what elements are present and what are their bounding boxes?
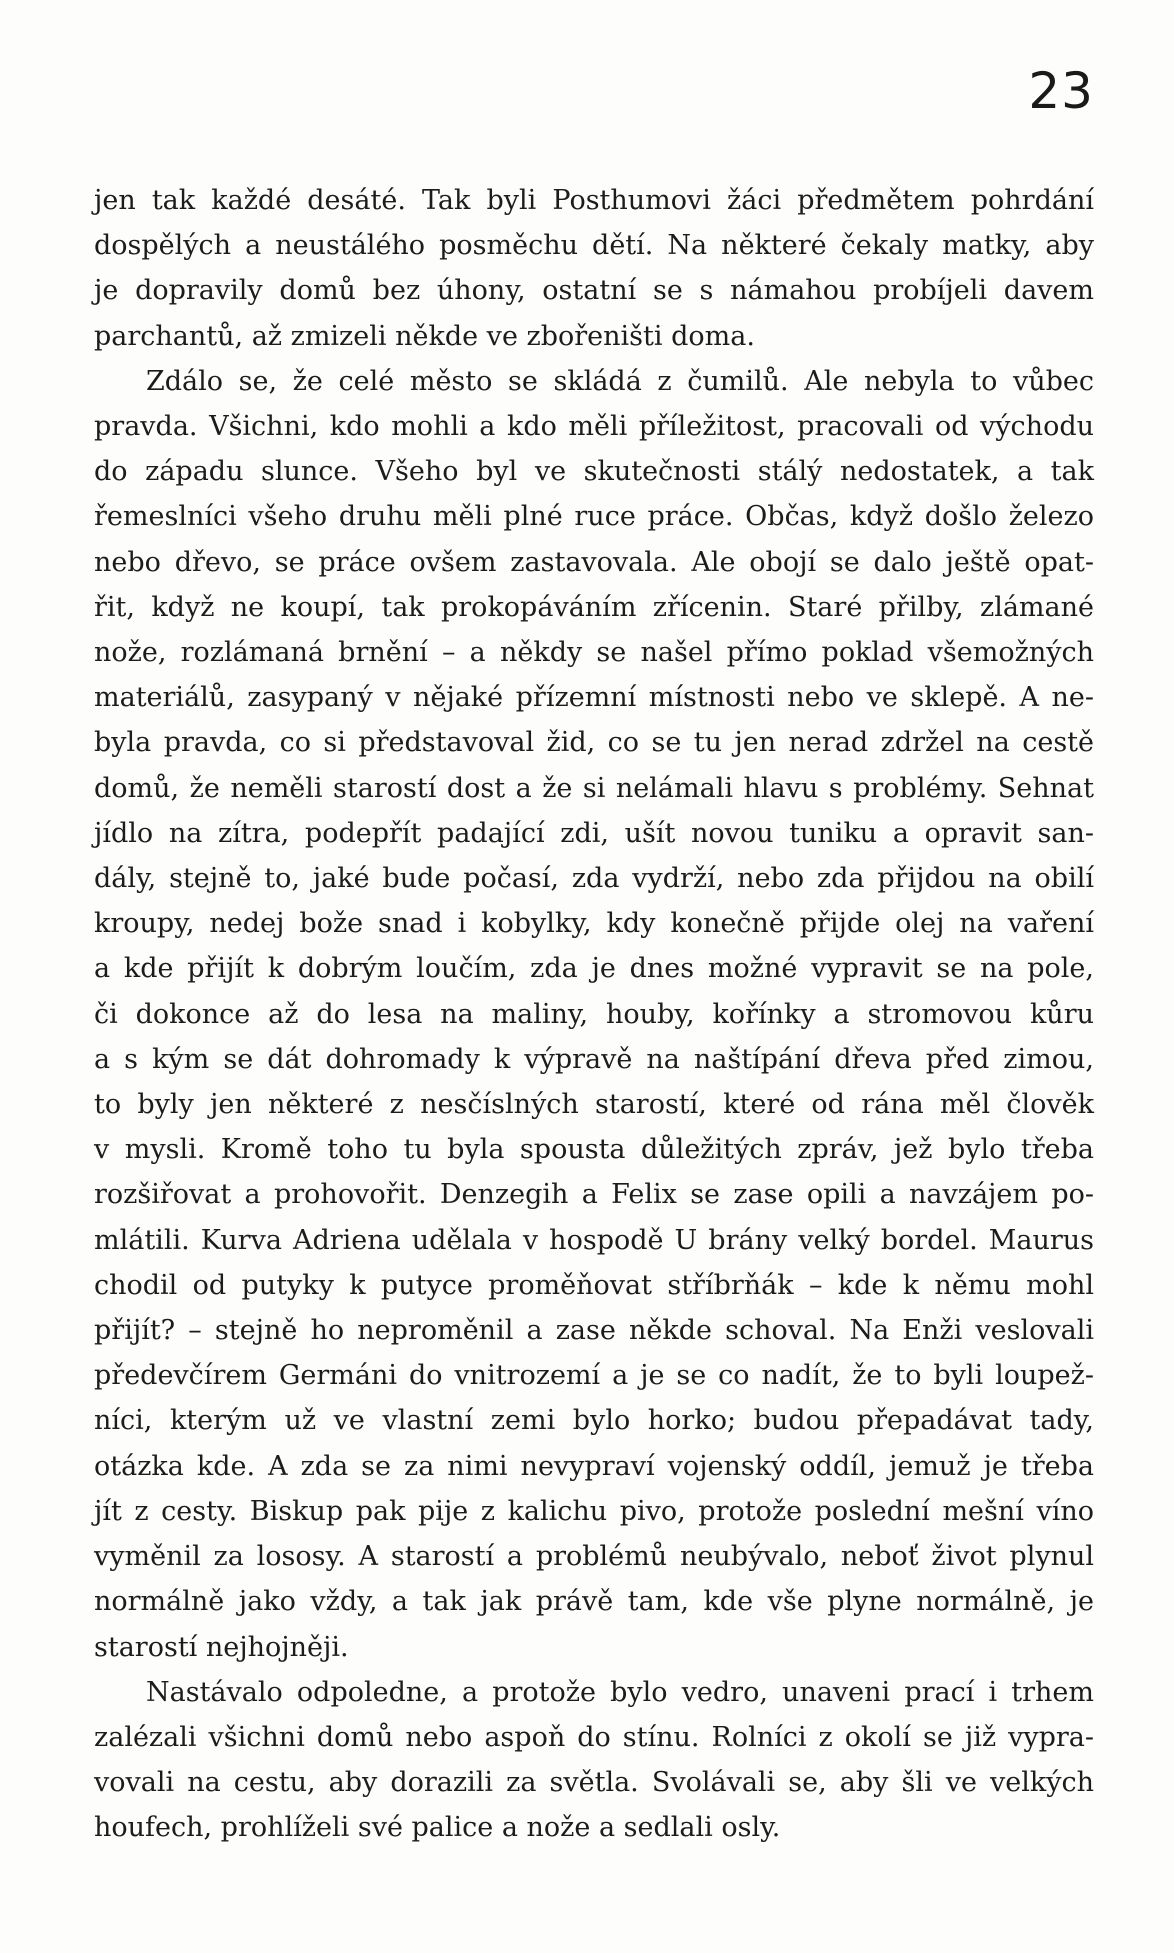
text-line: nebo dřevo, se práce ovšem zastavovala. Ale obojí se dalo ještě opat- [94,546,1094,578]
text-line: normálně jako vždy, a tak jak právě tam, kde vše plyne normálně, je [94,1586,1094,1618]
paragraph [94,1670,1094,1851]
text-line: jít z cesty. Biskup pak pije z kalichu pivo, protože poslední mešní víno [94,1495,1094,1527]
paragraph [94,359,1094,1670]
text-line: níci, kterým už ve vlastní zemi bylo horko; budou přepadávat tady, [94,1405,1094,1437]
text-line: dály, stejně to, jaké bude počasí, zda vydrží, nebo zda přijdou na obilí [94,863,1094,895]
text-line: řit, když ne koupí, tak prokopáváním zřícenin. Staré přilby, zlámané [94,591,1094,623]
text-line: jídlo na zítra, podepřít padající zdi, ušít novou tuniku a opravit san- [94,817,1094,849]
text-line: houfech, prohlíželi své palice a nože a sedlali osly. [94,1812,781,1844]
text-line: do západu slunce. Všeho byl ve skutečnosti stálý nedostatek, a tak [94,456,1094,488]
text-line: a s kým se dát dohromady k výpravě na naštípání dřeva před zimou, [94,1043,1094,1075]
text-line: řemeslníci všeho druhu měli plné ruce práce. Občas, když došlo železo [94,501,1094,533]
text-line: dospělých a neustálého posměchu dětí. Na některé čekaly matky, aby [94,230,1094,262]
text-line: přijít? – stejně ho neproměnil a zase někde schoval. Na Enži veslovali [94,1315,1094,1347]
paragraph [94,178,1094,359]
text-line: chodil od putyky k putyce proměňovat stříbrňák – kde k němu mohl [94,1269,1094,1301]
body-text [94,178,1094,1851]
text-line: rozšiřovat a prohovořit. Denzegih a Felix se zase opili a navzájem po- [94,1179,1094,1211]
text-line: pravda. Všichni, kdo mohli a kdo měli příležitost, pracovali od východu [94,411,1094,443]
text-line: starostí nejhojněji. [94,1631,349,1663]
text-line: a kde přijít k dobrým loučím, zda je dnes možné vypravit se na pole, [94,953,1094,985]
text-line: jen tak každé desáté. Tak byli Posthumovi žáci předmětem pohrdání [94,185,1094,216]
text-line: domů, že neměli starostí dost a že si nelámali hlavu s problémy. Sehnat [94,772,1094,804]
text-line: či dokonce až do lesa na maliny, houby, kořínky a stromovou kůru [94,998,1094,1030]
text-line: nože, rozlámaná brnění – a někdy se našel přímo poklad všemožných [94,637,1094,669]
text-line: parchantů, až zmizeli někde ve zbořeništi doma. [94,320,755,352]
text-line: otázka kde. A zda se za nimi nevypraví vojenský oddíl, jemuž je třeba [94,1450,1094,1482]
text-line: v mysli. Kromě toho tu byla spousta důležitých zpráv, jež bylo třeba [94,1134,1094,1166]
page-number: 23 [1028,62,1094,120]
text-line: to byly jen některé z nesčíslných starostí, které od rána měl člověk [94,1089,1094,1121]
text-line: je dopravily domů bez úhony, ostatní se s námahou probíjeli davem [94,275,1094,307]
text-line: Zdálo se, že celé město se skládá z čumilů. Ale nebyla to vůbec [146,365,1094,397]
text-line: byla pravda, co si představoval žid, co se tu jen nerad zdržel na cestě [94,727,1094,759]
text-line: kroupy, nedej bože snad i kobylky, kdy konečně přijde olej na vaření [94,908,1094,940]
text-line: mlátili. Kurva Adriena udělala v hospodě U brány velký bordel. Maurus [94,1224,1094,1256]
text-line: předevčírem Germáni do vnitrozemí a je se co nadít, že to byli loupež- [94,1360,1094,1392]
text-line: vyměnil za lososy. A starostí a problémů neubývalo, neboť život plynul [94,1541,1094,1573]
text-line: Nastávalo odpoledne, a protože bylo vedro, unaveni prací i trhem [146,1676,1094,1708]
text-line: vovali na cestu, aby dorazili za světla. Svolávali se, aby šli ve velkých [94,1767,1094,1799]
text-line: materiálů, zasypaný v nějaké přízemní místnosti nebo ve sklepě. A ne- [94,682,1094,714]
text-line: zalézali všichni domů nebo aspoň do stínu. Rolníci z okolí se již vypra- [94,1721,1094,1753]
